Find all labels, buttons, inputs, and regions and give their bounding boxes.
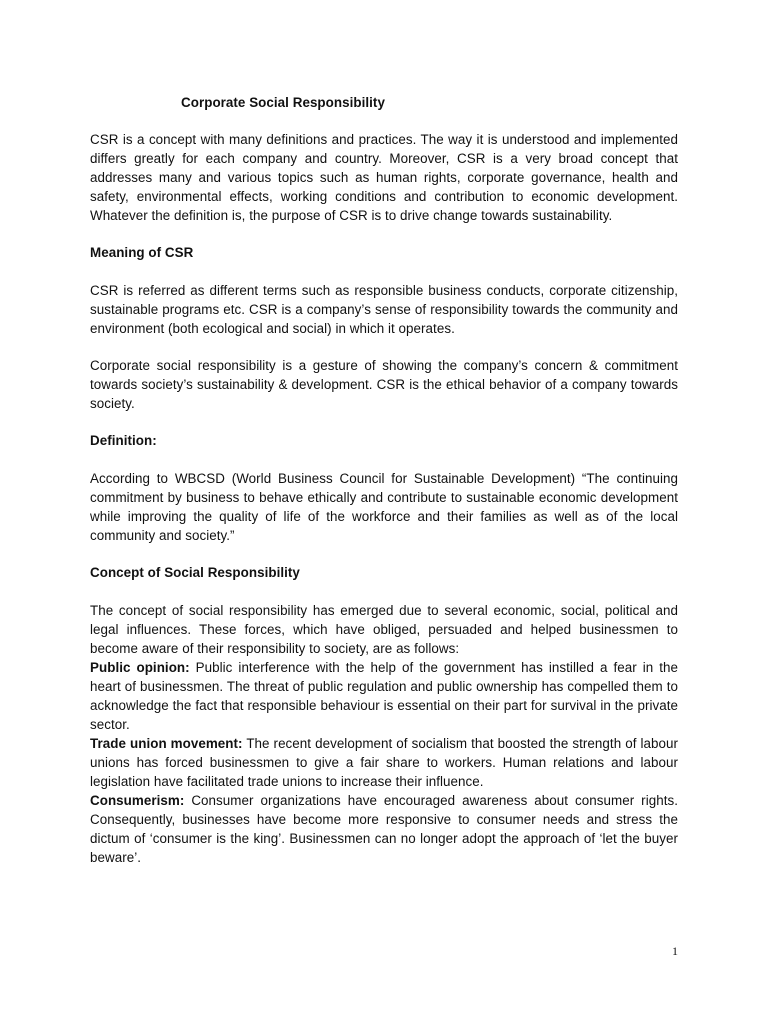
force-term: Public opinion: [90, 660, 190, 675]
definition-heading: Definition: [90, 433, 157, 448]
intro-paragraph: CSR is a concept with many definitions and practices. The way it is understood and implemented differs greatly for each company and country. Moreover, CSR is a very broad concept that addresses many and various topics such as human rights, corporate governance, health and safety, environmental effects, working conditions and contribution to economic development. Whatever the definition is, the purpose of CSR is to drive change towards sustainability. [90, 132, 678, 223]
force-text: The recent development of socialism that boosted the strength of labour unions has forced businessmen to give a fair share to workers. Human relations and labour legislation have facilitated trade unions to increase their influence. [90, 736, 678, 789]
force-item-consumerism [90, 791, 678, 867]
force-item-trade-union [90, 734, 678, 791]
force-term: Consumerism: [90, 793, 185, 808]
meaning-heading: Meaning of CSR [90, 245, 194, 260]
force-item-public-opinion [90, 658, 678, 734]
concept-intro-paragraph: The concept of social responsibility has emerged due to several economic, social, political and legal influences. These forces, which have obliged, persuaded and helped businessmen to become aware of their responsibility to society, are as follows: [90, 603, 678, 656]
force-text: Consumer organizations have encouraged awareness about consumer rights. Consequently, businesses have become more responsive to consumer needs and stress the dictum of ‘consumer is the king’. Businessmen can no longer adopt the approach of ‘let the buyer beware’. [90, 793, 678, 865]
concept-heading: Concept of Social Responsibility [90, 565, 300, 580]
force-term: Trade union movement: [90, 736, 243, 751]
meaning-paragraph-2: Corporate social responsibility is a gesture of showing the company’s concern & commitment towards society’s sustainability & development. CSR is the ethical behavior of a company towards society. [90, 358, 678, 411]
document-body [90, 93, 678, 867]
definition-paragraph: According to WBCSD (World Business Council for Sustainable Development) “The continuing commitment by business to behave ethically and contribute to sustainable economic development while improving the quality of life of the workforce and their families as well as of the local community and society.” [90, 471, 678, 543]
document-title: Corporate Social Responsibility [181, 95, 385, 110]
page-number: 1 [672, 944, 678, 958]
meaning-paragraph-1: CSR is referred as different terms such as responsible business conducts, corporate citizenship, sustainable programs etc. CSR is a company’s sense of responsibility towards the community and environment (both ecological and social) in which it operates. [90, 283, 678, 336]
force-text: Public interference with the help of the government has instilled a fear in the heart of businessmen. The threat of public regulation and public ownership has compelled them to acknowledge the fact that responsible behaviour is essential on their part for survival in the private sector. [90, 660, 678, 732]
